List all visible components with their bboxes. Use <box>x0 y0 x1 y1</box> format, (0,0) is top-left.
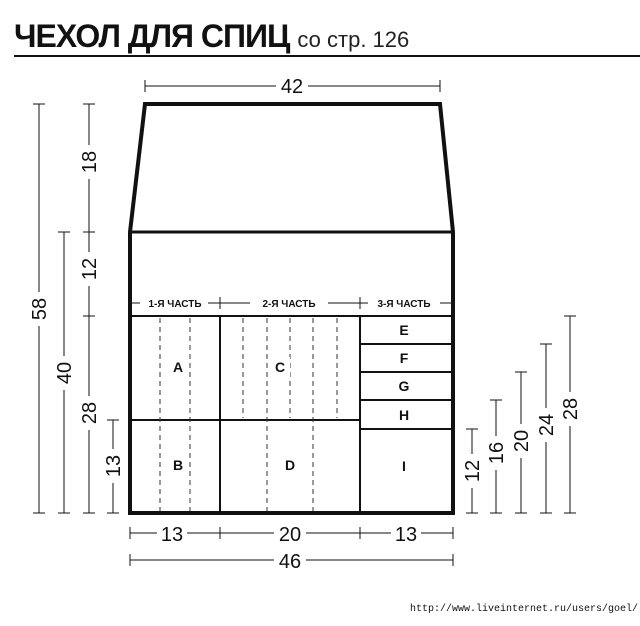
dim-bottom-mid: 20 <box>278 524 302 546</box>
part-3-label: 3-Я ЧАСТЬ <box>377 299 431 310</box>
dim-band-12: 12 <box>79 257 101 281</box>
dim-flap-18: 18 <box>79 150 101 174</box>
part-2-label: 2-Я ЧАСТЬ <box>262 299 316 310</box>
part-1-label: 1-Я ЧАСТЬ <box>148 299 202 310</box>
section-a-label: A <box>172 359 184 375</box>
section-c-label: C <box>274 359 286 375</box>
dim-height-40: 40 <box>54 361 76 385</box>
section-f-label: F <box>399 350 409 366</box>
section-e-label: E <box>399 322 409 338</box>
page-subtitle: со стр. 126 <box>297 27 410 52</box>
section-g-label: G <box>398 378 410 394</box>
section-d-label: D <box>284 457 296 473</box>
dim-right-12: 12 <box>462 459 484 483</box>
dim-top-width: 42 <box>280 76 304 98</box>
page-title: ЧЕХОЛ ДЛЯ СПИЦ <box>14 18 290 54</box>
dim-bottom-left: 13 <box>160 524 184 546</box>
dim-pocket-28: 28 <box>79 401 101 425</box>
dim-lower-13: 13 <box>103 454 125 478</box>
dim-bottom-total: 46 <box>278 551 302 573</box>
stitch-lines <box>160 318 337 511</box>
dim-total-height: 58 <box>29 297 51 321</box>
dim-right-20: 20 <box>511 429 533 453</box>
section-i-label: I <box>402 458 406 474</box>
dim-right-28: 28 <box>560 397 582 421</box>
section-h-label: H <box>398 407 410 423</box>
source-url: http://www.liveinternet.ru/users/goel/ <box>410 604 639 615</box>
dim-right-24: 24 <box>536 413 558 437</box>
dim-right-16: 16 <box>486 441 508 465</box>
dimension-lines <box>33 80 576 566</box>
dim-bottom-right: 13 <box>394 524 418 546</box>
section-b-label: B <box>172 457 184 473</box>
